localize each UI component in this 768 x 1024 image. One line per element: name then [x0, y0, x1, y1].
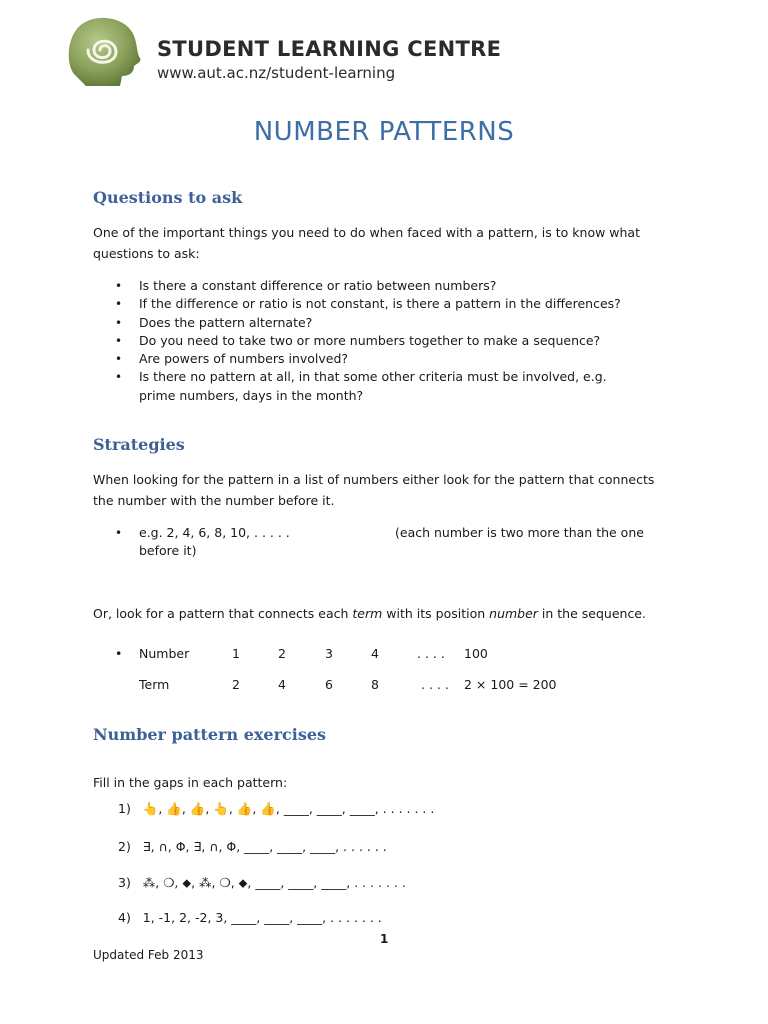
table-cell: 2 [278, 646, 286, 661]
table-cell: 6 [325, 677, 333, 692]
table-cell: 2 × 100 = 200 [464, 677, 557, 692]
example-note-1: (each number is two more than the one [395, 525, 644, 540]
brand-url[interactable]: www.aut.ac.nz/student-learning [157, 64, 396, 82]
position-text: Or, look for a pattern that connects each term with its position number in the sequence. [93, 606, 646, 621]
exercise-item [118, 910, 382, 925]
table-cell: 3 [325, 646, 333, 661]
number-row-label: Number [139, 646, 190, 661]
number-row [93, 646, 693, 664]
exercise-pattern: 👆, 👍, 👍, 👆, 👍, 👍, ____, ____, ____, . . . . . . . [142, 801, 435, 816]
exercise-number: 2) [118, 839, 131, 854]
exercises-heading: Number pattern exercises [93, 725, 327, 744]
strategies-heading: Strategies [93, 435, 185, 454]
exercise-pattern: ∃, ∩, Φ, ∃, ∩, Φ, ____, ____, ____, . . . . . . [142, 839, 387, 854]
exercise-number: 3) [118, 875, 131, 890]
strategies-example-list [93, 524, 673, 561]
term-row-label: Term [139, 677, 170, 692]
table-cell: 4 [278, 677, 286, 692]
exercise-pattern: 1, -1, 2, -2, 3, ____, ____, ____, . . . . . . . [142, 910, 382, 925]
bullet: • [115, 646, 123, 661]
exercise-number: 4) [118, 910, 131, 925]
table-cell: . . . . [421, 677, 449, 692]
list-item: • If the difference or ratio is not constant, is there a pattern in the differences? [93, 295, 673, 313]
table-cell: . . . . [417, 646, 445, 661]
table-cell: 1 [232, 646, 240, 661]
table-cell: 8 [371, 677, 379, 692]
exercise-item [118, 839, 387, 854]
questions-intro: One of the important things you need to do when faced with a pattern, is to know what questions to ask: [93, 225, 640, 261]
updated-date: Updated Feb 2013 [93, 948, 204, 962]
exercise-item [118, 875, 406, 891]
brand-name: STUDENT LEARNING CENTRE [157, 37, 502, 61]
questions-heading: Questions to ask [93, 188, 243, 207]
exercise-item [118, 801, 434, 817]
list-item: • Are powers of numbers involved? [93, 350, 673, 368]
exercises-intro: Fill in the gaps in each pattern: [93, 775, 288, 790]
student-learning-centre-logo [64, 14, 144, 88]
table-cell: 4 [371, 646, 379, 661]
strategies-intro: When looking for the pattern in a list of numbers either look for the pattern that connects the number with the number before it. [93, 472, 655, 508]
exercise-number: 1) [118, 801, 131, 816]
list-item: • Does the pattern alternate? [93, 314, 673, 332]
exercise-pattern: ⁂, ❍, ⬥, ⁂, ❍, ⬥, ____, ____, ____, . . . . . . . [142, 875, 406, 890]
list-item: • Is there a constant difference or ratio between numbers? [93, 277, 673, 295]
list-item: • Is there no pattern at all, in that some other criteria must be involved, e.g. prime numbers, days in the month? [93, 368, 673, 405]
page-title: NUMBER PATTERNS [253, 117, 515, 147]
list-item: • Do you need to take two or more numbers together to make a sequence? [93, 332, 673, 350]
table-cell: 100 [464, 646, 488, 661]
example-sequence: • e.g. 2, 4, 6, 8, 10, . . . . . [139, 525, 290, 540]
example-note-2: before it) [139, 543, 197, 558]
page-number: 1 [380, 932, 389, 946]
questions-list [93, 277, 673, 405]
term-row [93, 677, 693, 695]
table-cell: 2 [232, 677, 240, 692]
list-item [93, 524, 673, 561]
